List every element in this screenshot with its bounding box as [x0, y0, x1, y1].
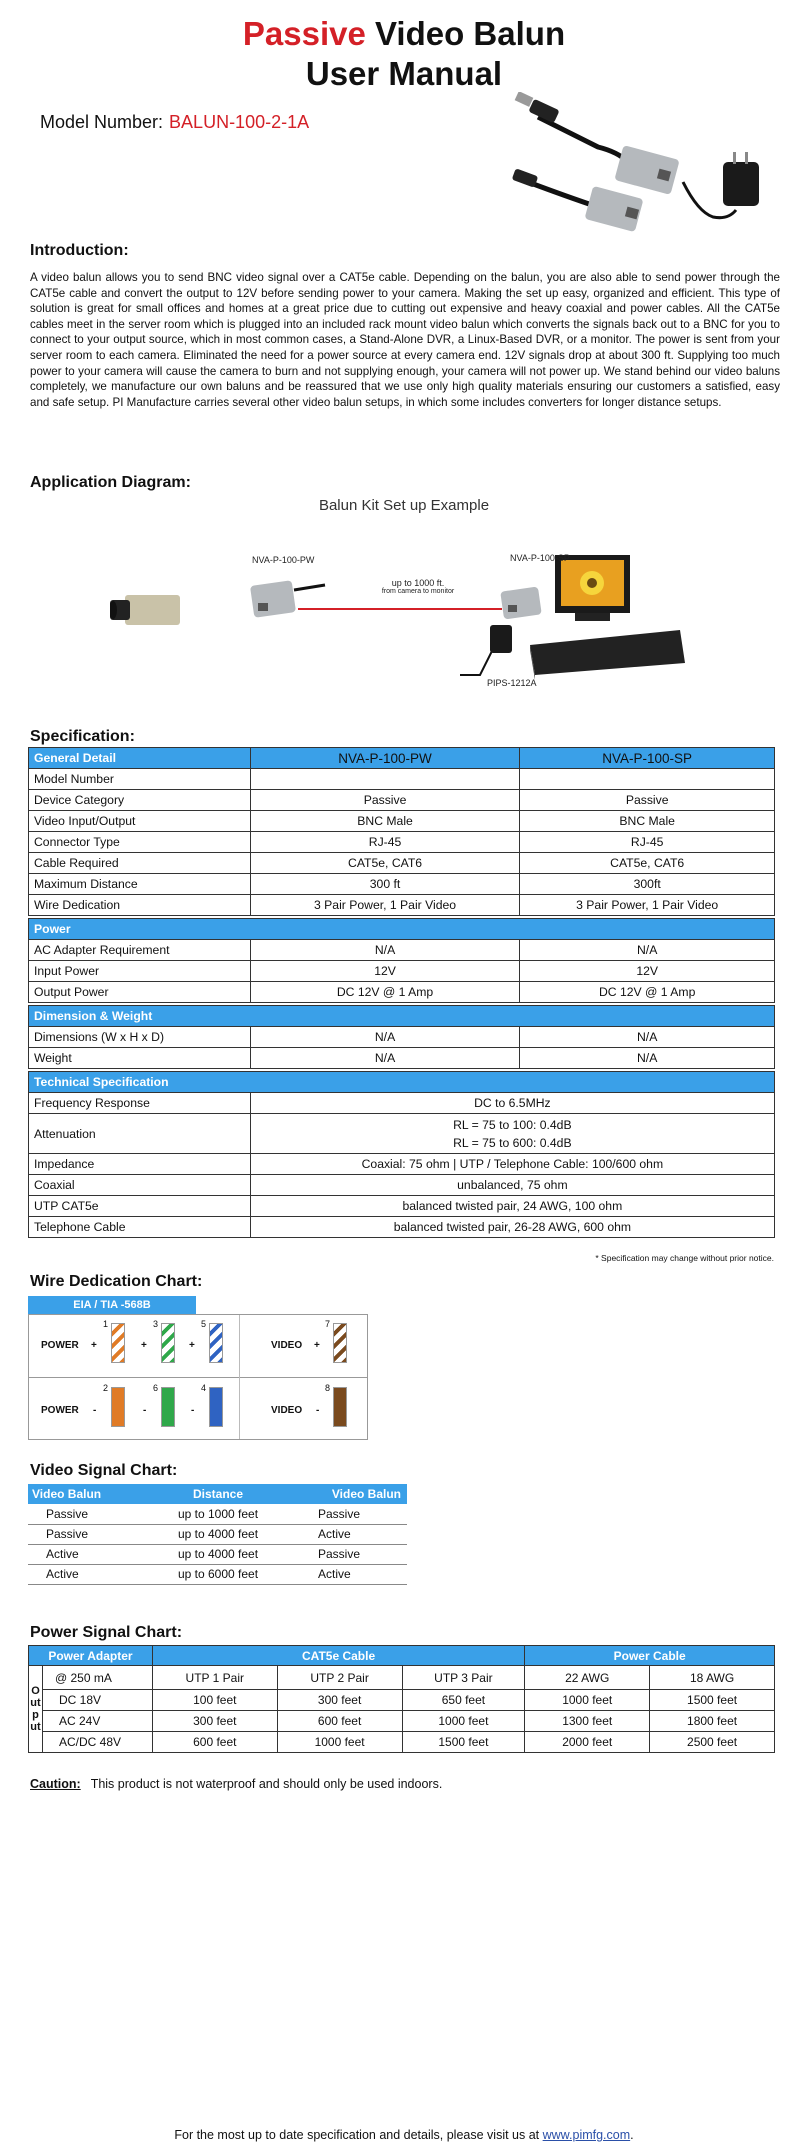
- spec-table: [28, 747, 775, 1238]
- table-row: AC/DC 48V 600 feet 1000 feet 1500 feet 2000 feet 2500 feet: [29, 1732, 775, 1753]
- footer-text: For the most up to date specification and details, please visit us at: [174, 2128, 543, 2142]
- table-row: Output @ 250 mA UTP 1 Pair UTP 2 Pair UTP 3 Pair 22 AWG 18 AWG: [29, 1666, 775, 1690]
- table-row: Active up to 4000 feet Passive: [28, 1544, 407, 1564]
- power-chart-heading: Power Signal Chart:: [30, 1624, 183, 1641]
- wire-heading: Wire Dedication Chart:: [30, 1273, 203, 1290]
- spec-col-sp: NVA-P-100-SP: [520, 748, 775, 769]
- spec-heading: Specification:: [30, 728, 135, 745]
- diagram-psu-label: PIPS-1212A: [487, 678, 537, 688]
- power-signal-table: Power Adapter CAT5e Cable Power Cable Output @ 250 mA UTP 1 Pair UTP 2 Pair UTP 3 Pair 22 AWG 18 AWG DC 18V 100 feet 300 feet 650 feet 1000 feet 1500 feet AC 24V 300 feet 600 feet 1000 feet 1300 feet 1800 feet AC/DC 48V 600 feet 1000 feet 1500 feet 2000 feet 2500 feet: [28, 1645, 775, 1753]
- spec-note: * Specification may change without prior notice.: [595, 1253, 774, 1263]
- spec-general-title: General Detail: [29, 748, 251, 769]
- product-photo: [508, 92, 773, 242]
- table-row: Coaxial unbalanced, 75 ohm: [29, 1175, 775, 1196]
- diagram-subtitle: Balun Kit Set up Example: [318, 497, 490, 514]
- pin-6-green: [161, 1387, 175, 1427]
- footer: For the most up to date specification and details, please visit us at www.pimfg.com.: [174, 2128, 634, 2142]
- spec-col-pw: NVA-P-100-PW: [250, 748, 520, 769]
- pin-4-blue: [209, 1387, 223, 1427]
- table-row: Output Power DC 12V @ 1 Amp DC 12V @ 1 Amp: [29, 982, 775, 1003]
- table-row: Wire Dedication 3 Pair Power, 1 Pair Video 3 Pair Power, 1 Pair Video: [29, 895, 775, 916]
- page-title: [0, 14, 808, 94]
- intro-text: A video balun allows you to send BNC video signal over a CAT5e cable. Depending on the balun, you are also able to send power through the CAT5e cable and convert the output to 12V before sending power to your camera. Making the set up easy, organized and efficient. This type of solution is great for small offices and homes at a great price due to cutting out expensive and heavy coaxial and power cables. All the CAT5e cables meet in the server room which is plugged into an included rack mount video balun which converts the signals back out to a BNC for you to connect to your output source, which in most common cases, a Stand-Alone DVR, a Linux-Based DVR, or a monitor. The power is sent from your server room to each camera. Eliminated the need for a power source at every camera end. 12V signals drop at about 300 ft. Supplying too much power to your camera will cause the camera to burn and not supplying enough, your camera will not power up. We stand behind our video baluns completely, we manufacture our own baluns and be reassured that we use only high quality materials ensuring our customers a satisfied, easy and safe setup. PI Manufacture carries several other video balun setups, in which some includes converters for longer distance setups.: [30, 271, 780, 409]
- table-row: Connector Type RJ-45 RJ-45: [29, 832, 775, 853]
- table-row: DC 18V 100 feet 300 feet 650 feet 1000 feet 1500 feet: [29, 1690, 775, 1711]
- table-row: Passive up to 4000 feet Active: [28, 1524, 407, 1544]
- video-chart-heading: Video Signal Chart:: [30, 1462, 178, 1479]
- pin-7-brown-white: [333, 1323, 347, 1363]
- table-row: Frequency Response DC to 6.5MHz: [29, 1093, 775, 1114]
- website-link[interactable]: www.pimfg.com: [542, 2128, 631, 2142]
- table-row: AC 24V 300 feet 600 feet 1000 feet 1300 feet 1800 feet: [29, 1711, 775, 1732]
- pin-5-blue-white: [209, 1323, 223, 1363]
- caution-label: Caution:: [30, 1777, 81, 1791]
- model-number: [40, 112, 309, 133]
- spec-power-title: Power: [29, 919, 775, 940]
- model-label: Model Number:: [40, 112, 164, 132]
- diagram-label-pw: NVA-P-100-PW: [252, 555, 315, 565]
- diagram-distance-sub: from camera to monitor: [381, 588, 455, 595]
- diagram-distance: [348, 578, 488, 595]
- diagram-distance-main: up to 1000 ft.: [391, 578, 445, 588]
- table-row: Passive up to 1000 feet Passive: [28, 1504, 407, 1524]
- table-row: Impedance Coaxial: 75 ohm | UTP / Telephone Cable: 100/600 ohm: [29, 1154, 775, 1175]
- pin-1-orange-white: [111, 1323, 125, 1363]
- caution-note: [30, 1777, 442, 1791]
- table-row: Telephone Cable balanced twisted pair, 26-28 AWG, 600 ohm: [29, 1217, 775, 1238]
- table-row: Device Category Passive Passive: [29, 790, 775, 811]
- pin-3-green-white: [161, 1323, 175, 1363]
- table-row: Input Power 12V 12V: [29, 961, 775, 982]
- diagram-illustration: [110, 545, 690, 695]
- video-signal-table: Video Balun Distance Video Balun Passive up to 1000 feet Passive Passive up to 4000 feet Active Active up to 4000 feet Passive Active up to 6000 feet Active: [28, 1484, 407, 1585]
- intro-heading: Introduction:: [30, 242, 129, 259]
- video-minus-label: VIDEO: [271, 1405, 303, 1416]
- table-row: Maximum Distance 300 ft 300ft: [29, 874, 775, 895]
- table-row: AC Adapter Requirement N/A N/A: [29, 940, 775, 961]
- table-row: Cable Required CAT5e, CAT6 CAT5e, CAT6: [29, 853, 775, 874]
- diagram-label-sp: NVA-P-100-SP: [510, 553, 570, 563]
- model-value: BALUN-100-2-1A: [169, 112, 310, 132]
- spec-dimension-title: Dimension & Weight: [29, 1006, 775, 1027]
- table-row: Weight N/A N/A: [29, 1048, 775, 1069]
- table-row: Active up to 6000 feet Active: [28, 1564, 407, 1584]
- spec-technical-title: Technical Specification: [29, 1072, 775, 1093]
- pin-8-brown: [333, 1387, 347, 1427]
- table-row: Model Number: [29, 769, 775, 790]
- title-video-balun: Video Balun: [365, 15, 566, 52]
- caution-text: This product is not waterproof and should only be used indoors.: [90, 1777, 443, 1791]
- power-minus-label: POWER: [41, 1405, 79, 1416]
- video-plus-label: VIDEO: [271, 1340, 303, 1351]
- table-row: Attenuation RL = 75 to 100: 0.4dB RL = 75 to 600: 0.4dB: [29, 1114, 775, 1154]
- diagram-heading: Application Diagram:: [30, 474, 191, 491]
- title-passive: Passive: [242, 15, 366, 52]
- output-side-label: Output: [29, 1666, 43, 1753]
- wire-chart: POWER + + + VIDEO + POWER - - - VIDEO - 1 3 5 7 2 6 4 8: [28, 1314, 368, 1440]
- table-row: UTP CAT5e balanced twisted pair, 24 AWG, 100 ohm: [29, 1196, 775, 1217]
- title-user-manual: User Manual: [305, 55, 503, 92]
- table-row: Video Input/Output BNC Male BNC Male: [29, 811, 775, 832]
- power-plus-label: POWER: [41, 1340, 79, 1351]
- table-row: Dimensions (W x H x D) N/A N/A: [29, 1027, 775, 1048]
- pin-2-orange: [111, 1387, 125, 1427]
- eia-standard: EIA / TIA -568B: [28, 1296, 196, 1314]
